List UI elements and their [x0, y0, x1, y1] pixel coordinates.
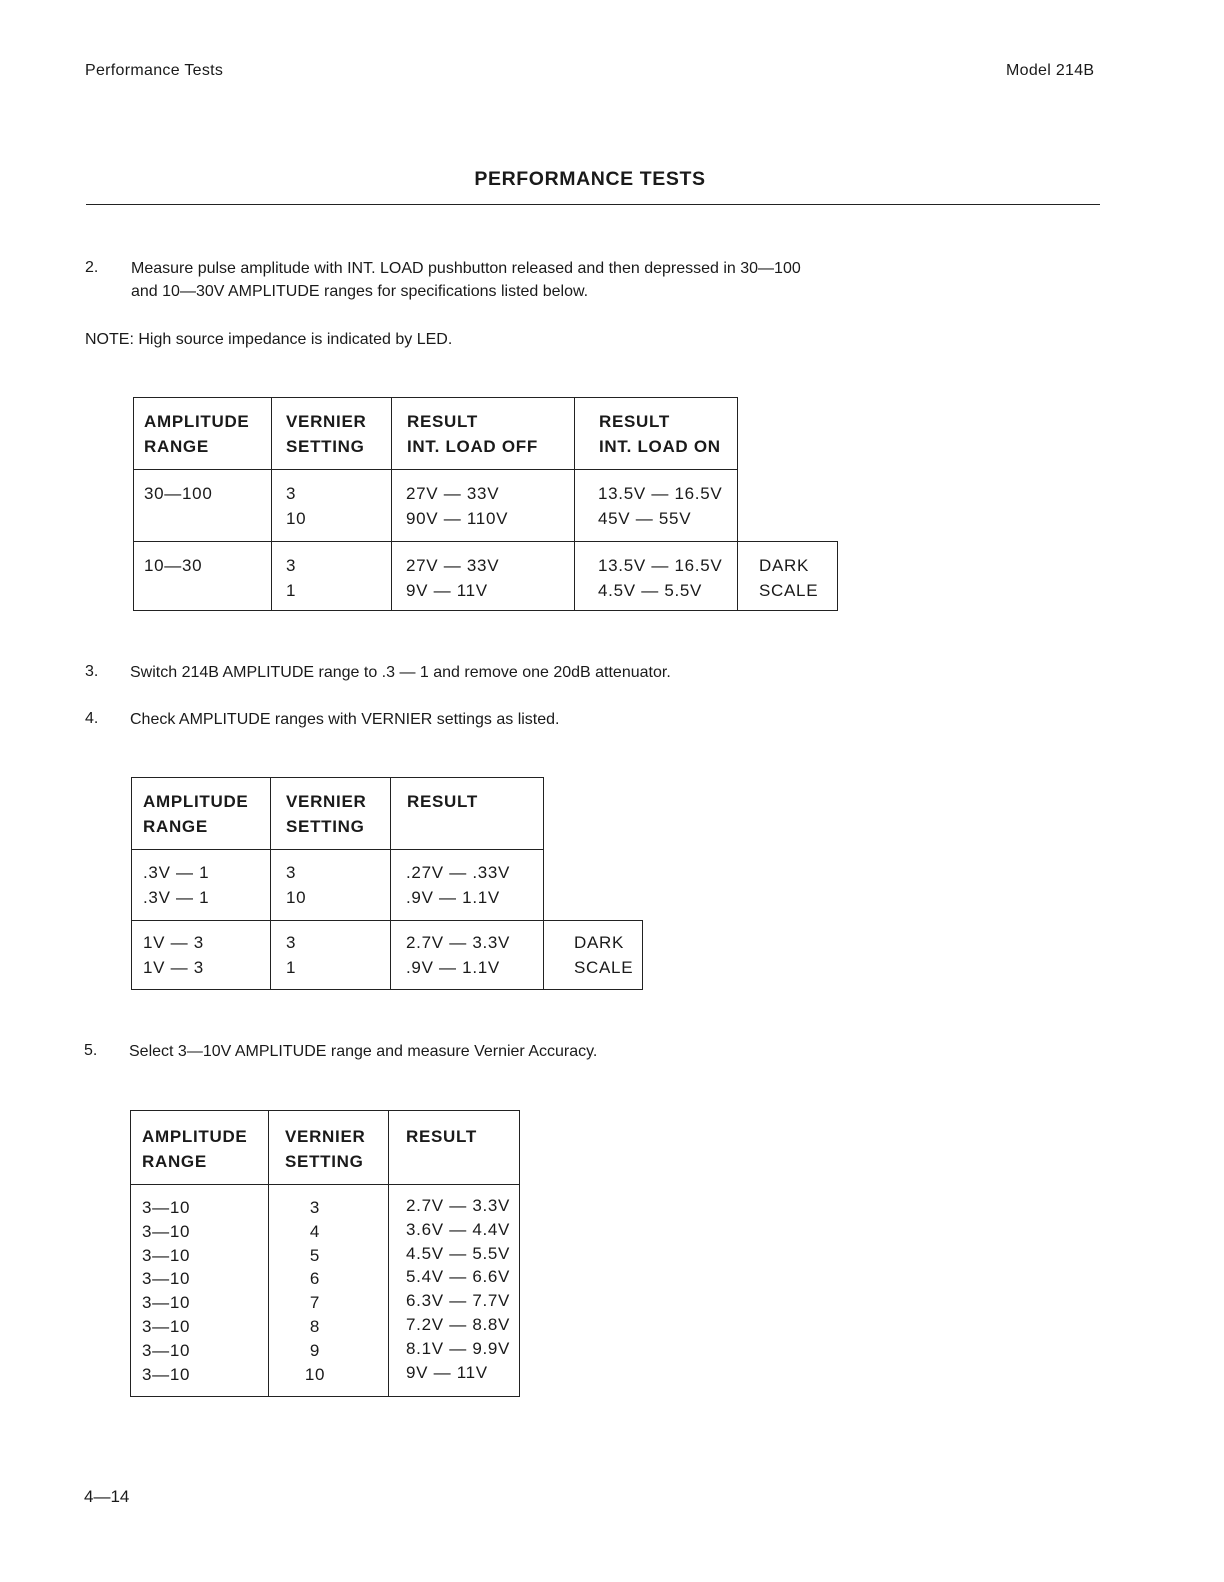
table-1-col-rule: [574, 397, 575, 611]
table-row: 3—10: [142, 1340, 191, 1360]
table-2-border: [131, 777, 543, 778]
table-2-row-2-settings: 3 1: [286, 933, 297, 977]
step-2-number: 2.: [85, 259, 99, 276]
table-3-border: [130, 1110, 131, 1397]
table-row: 9: [309, 1340, 321, 1360]
table-row: 6: [309, 1269, 321, 1289]
table-2-row-2-range: 1V — 3 1V — 3: [143, 933, 204, 977]
table-row: 3—10: [142, 1364, 191, 1384]
table-row: 8.1V — 9.9V: [406, 1338, 511, 1358]
step-2-line-2: and 10—30V AMPLITUDE ranges for specifications listed below.: [131, 283, 589, 300]
table-2-header-vernier-setting: VERNIER SETTING: [286, 792, 367, 836]
title-rule: [86, 204, 1100, 205]
table-3-header-amplitude-range: AMPLITUDE RANGE: [142, 1127, 248, 1171]
step-3-number: 3.: [85, 663, 99, 680]
table-1-row-2-settings: 3 1: [286, 556, 297, 600]
table-2-row-1-settings: 3 10: [286, 863, 307, 907]
table-row: 3—10: [142, 1316, 191, 1336]
table-1-row-1-settings: 3 10: [286, 484, 307, 528]
table-2-row-2-note: DARK SCALE: [574, 933, 634, 977]
table-2-header-amplitude-range: AMPLITUDE RANGE: [143, 792, 249, 836]
table-1-header-amplitude-range: AMPLITUDE RANGE: [144, 412, 250, 456]
table-3-header-vernier-setting: VERNIER SETTING: [285, 1127, 366, 1171]
table-1-col-rule: [737, 397, 738, 611]
table-row: 3—10: [142, 1221, 191, 1241]
table-3-border: [130, 1396, 519, 1397]
running-header-model: Model 214B: [1006, 62, 1095, 79]
table-3-col-rule: [388, 1110, 389, 1397]
table-row: 3—10: [142, 1269, 191, 1289]
table-1-border: [133, 610, 837, 611]
table-1-row-1-range: 30—100: [144, 484, 213, 503]
table-1-col-rule: [391, 397, 392, 611]
table-row: 5: [309, 1245, 321, 1265]
table-row: 4: [309, 1221, 321, 1241]
table-2-border: [131, 777, 132, 990]
table-3-header-rule: [130, 1184, 519, 1185]
table-2-row-2-result: 2.7V — 3.3V .9V — 1.1V: [406, 933, 511, 977]
table-1-row-2-result-off: 27V — 33V 9V — 11V: [406, 556, 500, 600]
table-1-col-rule: [271, 397, 272, 611]
table-1-border: [133, 397, 737, 398]
table-1-row-2-result-on: 13.5V — 16.5V 4.5V — 5.5V: [598, 556, 723, 600]
table-3-range-column: [142, 1196, 190, 1386]
table-row: 5.4V — 6.6V: [406, 1267, 511, 1287]
table-1-border: [133, 397, 134, 611]
table-row: 10: [304, 1364, 326, 1384]
table-row: 3—10: [142, 1198, 191, 1217]
table-row: 7: [309, 1293, 321, 1313]
table-row: 3—10: [142, 1293, 191, 1313]
table-row: 9V — 11V: [406, 1362, 488, 1382]
table-2-col-rule: [543, 777, 544, 990]
table-1-header-vernier-setting: VERNIER SETTING: [286, 412, 367, 456]
table-1-row-1-result-on: 13.5V — 16.5V 45V — 55V: [598, 484, 723, 528]
table-1-row-2-range: 10—30: [144, 556, 203, 575]
table-1-header-result-load-on: RESULT INT. LOAD ON: [599, 412, 721, 456]
table-row: 3—10: [142, 1245, 191, 1265]
table-3-setting-column: [300, 1196, 330, 1386]
table-2-row-1-result: .27V — .33V .9V — 1.1V: [406, 863, 511, 907]
table-2-row-rule: [131, 920, 642, 921]
table-row: 7.2V — 8.8V: [406, 1314, 511, 1334]
table-1-border: [837, 541, 838, 611]
step-3-text: Switch 214B AMPLITUDE range to .3 — 1 and remove one 20dB attenuator.: [130, 664, 671, 681]
table-1-row-rule: [133, 541, 837, 542]
table-row: 8: [309, 1316, 321, 1336]
table-2-row-1-range: .3V — 1 .3V — 1: [143, 863, 210, 907]
table-2-border: [131, 989, 642, 990]
note: NOTE: High source impedance is indicated by LED.: [85, 331, 453, 348]
step-4-number: 4.: [85, 710, 99, 727]
table-3-col-rule: [268, 1110, 269, 1397]
table-3-result-column: [406, 1194, 510, 1384]
table-2-col-rule: [270, 777, 271, 990]
table-3-border: [130, 1110, 519, 1111]
step-2-line-1: Measure pulse amplitude with INT. LOAD pushbutton released and then depressed in 30—100: [131, 260, 801, 277]
table-2-col-rule: [390, 777, 391, 990]
step-5-number: 5.: [84, 1042, 98, 1059]
table-2-border: [642, 920, 643, 990]
table-row: 4.5V — 5.5V: [406, 1243, 511, 1263]
table-1-row-1-result-off: 27V — 33V 90V — 110V: [406, 484, 509, 528]
table-3-border: [519, 1110, 520, 1397]
table-1-header-result-load-off: RESULT INT. LOAD OFF: [407, 412, 538, 456]
page-number: 4—14: [84, 1487, 130, 1506]
table-row: 6.3V — 7.7V: [406, 1291, 511, 1311]
table-1-header-rule: [133, 469, 737, 470]
table-row: 2.7V — 3.3V: [406, 1196, 511, 1215]
table-row: 3.6V — 4.4V: [406, 1219, 511, 1239]
table-row: 3: [309, 1198, 321, 1217]
step-2-text: [131, 257, 801, 303]
table-1-row-2-note: DARK SCALE: [759, 556, 819, 600]
page-title: PERFORMANCE TESTS: [474, 168, 706, 190]
running-header-section: Performance Tests: [85, 62, 224, 79]
step-4-text: Check AMPLITUDE ranges with VERNIER settings as listed.: [130, 711, 560, 728]
table-2-header-result: RESULT: [407, 792, 478, 811]
table-2-header-rule: [131, 849, 543, 850]
step-5-text: Select 3—10V AMPLITUDE range and measure Vernier Accuracy.: [129, 1043, 598, 1060]
table-3-header-result: RESULT: [406, 1127, 477, 1146]
